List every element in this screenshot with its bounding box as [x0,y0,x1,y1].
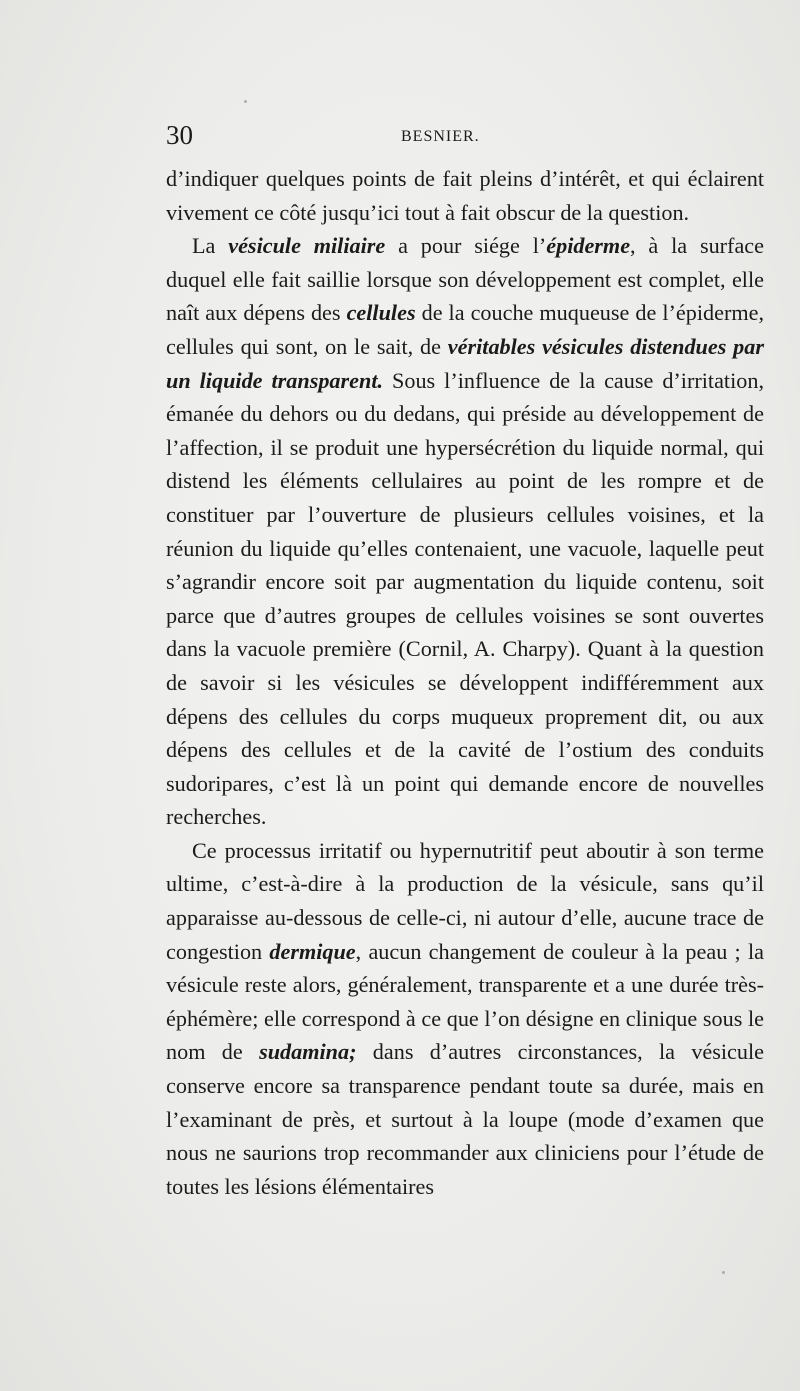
text-run: dans d’autres circonstances, la vésicule conserve encore sa transparence pendant toute sa durée, mais en l’examinant de près, et surtout à la loupe (mode d’examen que nous ne saurions trop recommander aux cliniciens pour l’étude de toutes les lésions élémentaires [166,1039,765,1199]
text-run: de la couche muqueuse de l’épiderme, cellules qui sont, on le sait, de [166,300,764,359]
paper-speck [244,100,247,103]
italic-run: dermique [269,938,356,964]
italic-run: véritables vésicules distendues par un liquide transparent. [166,333,764,393]
text-run: Ce processus irritatif ou hypernutritif peut aboutir à son terme ultime, c’est-à-dire à la production de la vésicule, sans qu’il apparaisse au-dessous de celle-ci, ni autour d’elle, aucune trace de congestion [166,837,764,964]
paper-speck [722,1271,725,1274]
text-run: La [192,233,229,259]
text-run: , aucun changement de couleur à la peau ; la vésicule reste alors, généralement, transparente et a une durée très-éphémère; elle correspond à ce que l’on désigne en clinique sous le nom de [166,938,764,1065]
paragraph-1 [166,162,764,229]
paragraph-3 [166,834,764,1204]
body-text [166,162,764,1203]
italic-run: sudamina; [259,1039,357,1065]
page-number: 30 [166,120,193,150]
running-title: BESNIER. [401,128,480,145]
italic-run: vésicule miliaire [228,233,386,259]
text-run: a pour siége l’ [385,233,547,259]
text-run: Sous l’influence de la cause d’irritation, émanée du dehors ou du dedans, qui préside au développement de l’affection, il se produit une hypersécrétion du liquide normal, qui distend les éléments cellulaires au point de les rompre et de constituer par l’ouverture de plusieurs cellules voisines, et la réunion du liquide qu’elles contenaient, une vacuole, laquelle peut s’agrandir encore soit par augmentation du liquide contenu, soit parce que d’autres groupes de cellules voisines se sont ouvertes dans la vacuole première (Cornil, A. Charpy). Quant à la question de savoir si les vésicules se développent indifféremment aux dépens des cellules du corps muqueux proprement dit, ou aux dépens des cellules et de la cavité de l’ostium des conduits sudoripares, c’est là un point qui demande encore de nouvelles recherches. [166,367,764,830]
text-run: , à la surface duquel elle fait saillie lorsque son développement est complet, elle naît aux dépens des [166,233,764,326]
paragraph-2 [166,229,764,834]
italic-run: cellules [346,300,416,326]
text-run: d’indiquer quelques points de fait pleins d’intérêt, et qui éclairent vivement ce côté jusqu’ici tout à fait obscur de la question. [166,166,764,225]
running-head [166,118,766,152]
italic-run: épiderme [546,233,631,259]
